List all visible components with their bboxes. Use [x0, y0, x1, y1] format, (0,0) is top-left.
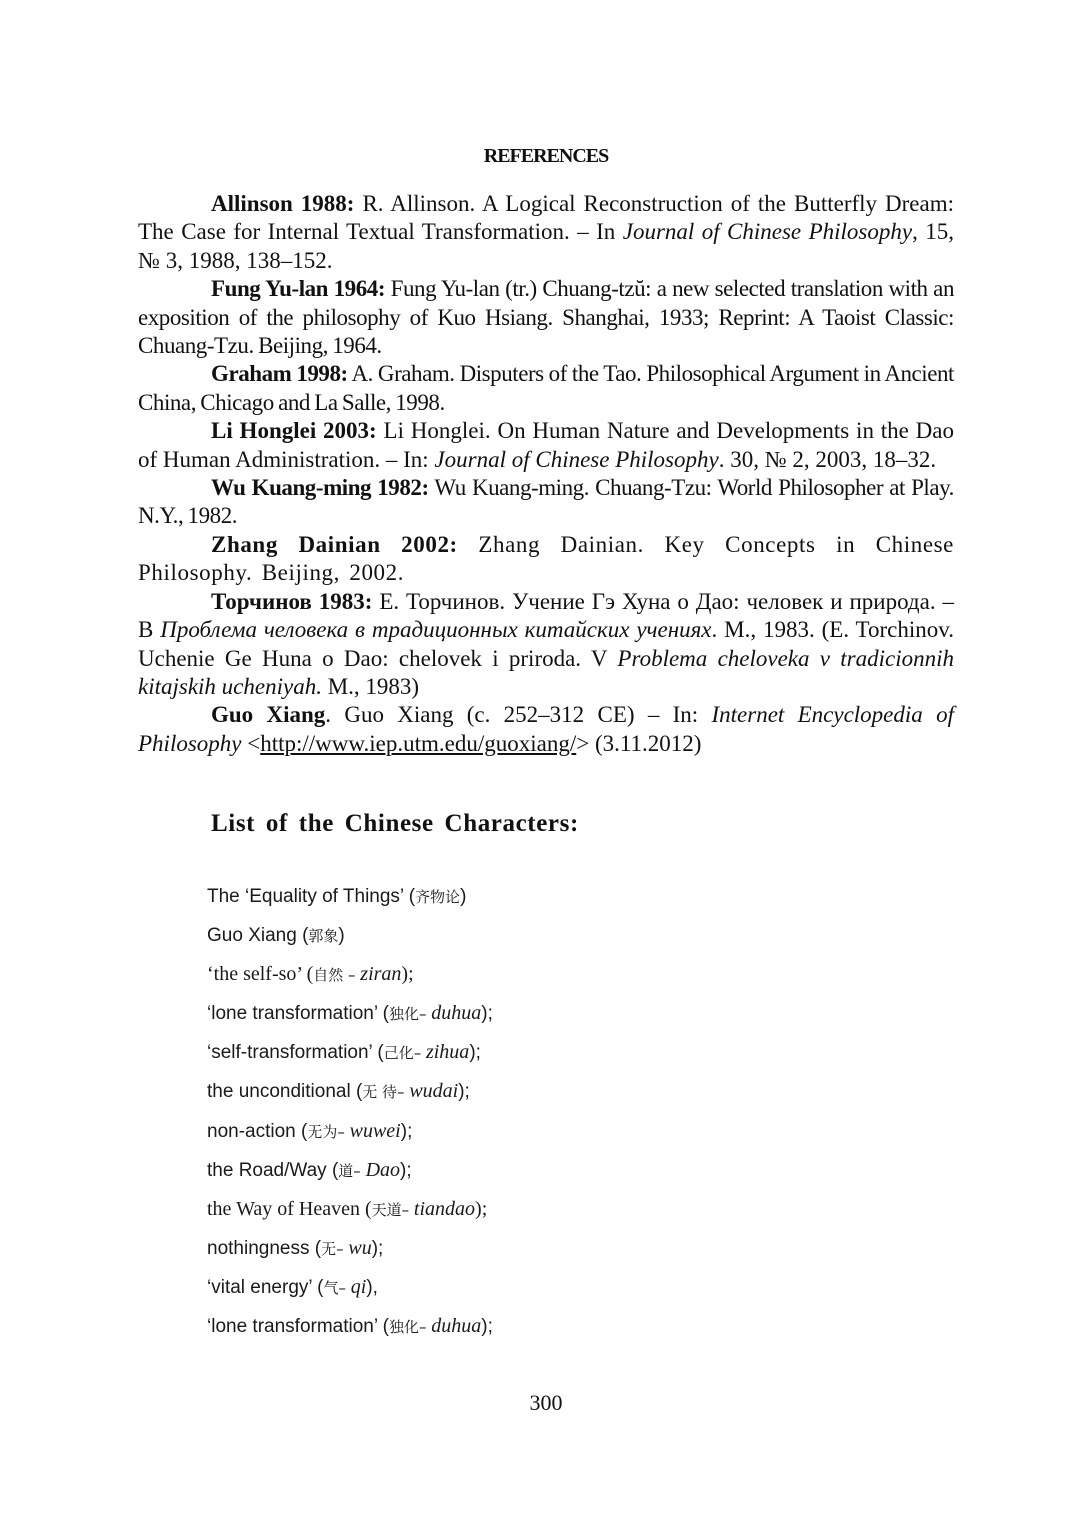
term-label: the Road/Way (	[207, 1159, 339, 1181]
term-label: ‘lone transformation’ (	[207, 1316, 389, 1338]
reference-source: Journal of Chinese Philosophy	[622, 219, 913, 245]
term-label: ‘vital energy’ (	[207, 1276, 324, 1298]
term-label: ‘the self-so’ (	[207, 963, 314, 986]
list-item	[207, 1232, 493, 1271]
hanzi-text: 己化–	[383, 1044, 426, 1063]
list-item	[207, 1154, 493, 1193]
hanzi-text: 独化–	[388, 1318, 432, 1337]
hanzi-text: 天道–	[371, 1200, 414, 1219]
reference-source: Journal of Chinese Philosophy	[434, 446, 719, 472]
reference-text: A. Graham. Disputers of the Tao. Philosophical Argument in Ancient China, Chicago and La Salle, 1998.	[138, 361, 954, 415]
hanzi-text: 无为–	[307, 1122, 350, 1141]
reference-text: Li Honglei. On Human Nature and Developments in the Dao of Human Administration. – In:	[138, 418, 955, 472]
reference-entry	[138, 588, 954, 702]
reference-text: R. Allinson. A Logical Reconstruction of the Butterfly Dream: The Case for Internal Textual Transformation. – In	[138, 191, 954, 245]
chinese-characters-list	[207, 880, 493, 1349]
romanization: duhua	[431, 1002, 482, 1025]
list-item	[207, 1036, 493, 1075]
reference-text: . Guo Xiang (c. 252–312 CE) – In:	[325, 702, 712, 728]
term-close: );	[475, 1197, 488, 1220]
hanzi-text: 气–	[323, 1278, 351, 1297]
list-item	[207, 1115, 493, 1154]
reference-entry	[138, 701, 954, 758]
reference-entry	[138, 474, 954, 531]
references-list	[138, 190, 954, 758]
list-item	[207, 958, 493, 997]
list-item	[207, 1075, 493, 1114]
reference-text: Е. Торчинов. Учение Гэ Хуна о Дао: человек и природа. – В	[138, 588, 954, 643]
reference-entry	[138, 531, 954, 588]
term-close: );	[458, 1081, 470, 1103]
romanization: qi	[350, 1275, 367, 1298]
reference-tail: . 30, № 2, 2003, 18–32.	[718, 446, 937, 472]
reference-tail: M., 1983)	[321, 673, 420, 699]
romanization: wuwei	[349, 1119, 401, 1142]
hanzi-text: 无–	[321, 1239, 349, 1258]
term-label: nothingness (	[207, 1237, 322, 1259]
references-heading: REFERENCES	[483, 145, 609, 167]
list-item	[207, 880, 493, 919]
reference-author: Wu Kuang-ming 1982:	[211, 475, 429, 501]
reference-source-transliterated: Problema cheloveka v tradicionnih kitajskih ucheniyah.	[138, 645, 955, 699]
reference-author: Fung Yu-lan 1964:	[211, 276, 386, 302]
chinese-characters-heading: List of the Chinese Characters:	[211, 810, 579, 837]
term-label: ‘self-transformation’ (	[207, 1042, 384, 1064]
term-label: Guo Xiang (	[207, 925, 309, 947]
reference-text: Fung Yu-lan (tr.) Chuang-tzŭ: a new selected translation with an exposition of the philosophy of Kuo Hsiang. Shanghai, 1933; Reprint: A Taoist Classic: Chuang-Tzu. Beijing, 1964.	[138, 276, 954, 359]
reference-text: Wu Kuang-ming. Chuang-Tzu: World Philosopher at Play. N.Y., 1982.	[138, 475, 954, 529]
term-close: )	[460, 886, 467, 907]
reference-source: Internet Encyclopedia of Philosophy	[138, 702, 954, 756]
romanization: Dao	[365, 1158, 401, 1181]
term-close: );	[481, 1003, 493, 1025]
term-close: ),	[366, 1276, 378, 1298]
reference-text: Zhang Dainian. Key Concepts in Chinese Philosophy. Beijing, 2002.	[138, 531, 954, 586]
term-label: the Way of Heaven (	[207, 1197, 372, 1220]
reference-tail: <	[241, 730, 261, 756]
term-close: );	[400, 1120, 413, 1142]
reference-tail: , 15, № 3, 1988, 138–152.	[138, 219, 954, 273]
reference-tail: . М., 1983. (E. Torchinov. Uchenie Ge Huna o Dao: chelovek i priroda. V	[138, 617, 955, 671]
hanzi-text: 独化–	[388, 1005, 432, 1024]
page-number: 300	[529, 1390, 563, 1415]
term-label: ‘lone transformation’ (	[207, 1003, 389, 1025]
term-close: );	[371, 1237, 384, 1259]
hanzi-text: 郭象	[308, 927, 339, 946]
romanization: ziran	[360, 963, 402, 986]
term-close: );	[400, 1159, 412, 1181]
romanization: wudai	[409, 1080, 459, 1103]
romanization: wu	[348, 1236, 372, 1259]
romanization: tiandao	[413, 1197, 476, 1220]
term-label: non-action (	[207, 1120, 308, 1142]
reference-author: Торчинов 1983:	[211, 588, 373, 614]
term-label: The ‘Equality of Things’ (	[207, 886, 416, 907]
term-close: );	[481, 1316, 493, 1338]
reference-entry	[138, 190, 954, 275]
list-item	[207, 1271, 493, 1310]
romanization: zihua	[425, 1041, 470, 1064]
list-item	[207, 997, 493, 1036]
reference-url-link[interactable]: http://www.iep.utm.edu/guoxiang/	[260, 730, 577, 756]
term-close: );	[469, 1042, 481, 1064]
reference-author: Guo Xiang	[211, 702, 326, 728]
reference-entry	[138, 275, 954, 360]
reference-entry	[138, 360, 954, 417]
term-close: );	[401, 963, 414, 986]
reference-author: Graham 1998:	[211, 361, 348, 387]
term-close: )	[338, 925, 345, 947]
hanzi-text: 齐物论	[415, 888, 461, 906]
reference-tail: > (3.11.2012)	[576, 730, 702, 756]
reference-author: Zhang Dainian 2002:	[211, 531, 458, 557]
hanzi-text: 道–	[338, 1161, 366, 1180]
romanization: duhua	[431, 1315, 482, 1338]
list-item	[207, 919, 493, 958]
term-label: the unconditional (	[207, 1081, 363, 1103]
reference-source: Проблема человека в традиционных китайских учениях	[160, 617, 712, 643]
hanzi-text: 自然 –	[313, 966, 361, 985]
list-item	[207, 1310, 493, 1349]
reference-author: Li Honglei 2003:	[211, 418, 377, 444]
list-item	[207, 1193, 493, 1232]
reference-entry	[138, 417, 954, 474]
hanzi-text: 无 待–	[362, 1083, 410, 1102]
reference-author: Allinson 1988:	[211, 191, 355, 216]
